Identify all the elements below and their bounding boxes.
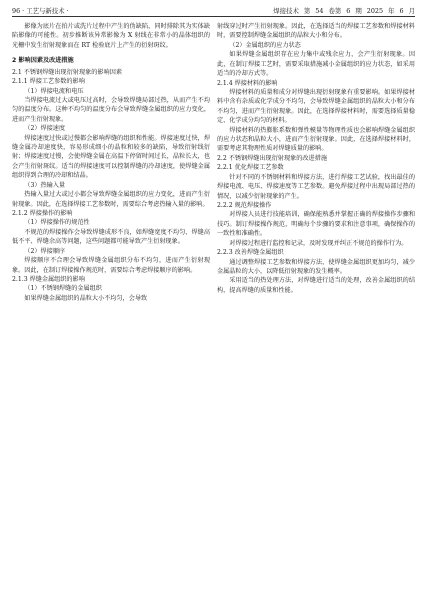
subsection-2-2-1-heading: 2.2.1 优化焊接工艺参数 [217, 164, 284, 172]
intro-paragraph: 影像为底片在拍片或洗片过程中产生的伪缺陷，同时排除其为实体缺陷影像的可能性。初步推断该异常影像为 X 射线在非常小的晶体组织的光栅中发生衍射现象而在 RT 检验底片上产生的衍射斑纹。 [12, 23, 210, 49]
running-header [12, 6, 415, 17]
materials-paragraph-2: 焊接材料的热膨胀系数和弹性模量等物理性质也会影响焊缝金属组织的应力状态和晶粒大小，进而产生衍射现象。因此，在选择焊接材料时，需要考虑其物理性质对焊缝质量的影响。 [217, 126, 415, 153]
subsection-2-2-heading: 2.2 不锈钢焊缝出现衍射现象的改进措施 [217, 154, 327, 162]
subsection-2-1-2-heading: 2.1.2 焊接操作的影响 [12, 210, 73, 218]
improve-structure-text-2: 采用适当的热处理方法，对焊缝进行适当的处理，改善金属组织的结构，提高焊缝的质量和性能。 [217, 277, 415, 294]
page-number-journal-section: 96 · 工艺与新技术 · [12, 7, 69, 15]
journal-issue-info: 焊接技术 第 54 卷第 6 期 2025 年 6 月 [273, 7, 415, 15]
subsection-2-1-heading: 2.1 不锈钢焊缝出现衍射现象的影响因素 [12, 68, 122, 76]
section-2-heading: 2 影响因素及改进措施 [12, 56, 74, 64]
item-stress-state-heading: （2）金属组织的应力状态 [229, 41, 301, 49]
item-operation-standard-text: 不规范的焊接操作会导致焊缝成形不良，如焊缝宽度不均匀、焊缝高低不平、焊缝余高等问题，这些问题都可能导致产生衍射现象。 [12, 228, 210, 246]
subsection-2-1-4-heading: 2.1.4 焊接材料的影响 [217, 79, 278, 87]
subsection-2-2-3-heading: 2.2.3 改善焊缝金属组织 [217, 249, 284, 257]
item-operation-standard-heading: （1）焊接操作的规范性 [24, 219, 90, 227]
standardize-operation-text-2: 对焊接过程进行监控和记录，及时发现并纠正不规范的操作行为。 [229, 239, 408, 247]
item-welding-speed-text: 焊接速度过快或过慢都会影响焊缝的组织和性能。焊接速度过快，焊缝金属冷却速度快，容易形成细小的晶粒和较多的缺陷，导致衍射线衍射；焊接速度过慢，会使焊缝金属在高温下停留时间过长，晶粒长大，也会产生衍射斑纹。适当的焊接速度可以控制焊缝的冷却速度，使焊缝金属组织得到合理的冷却和结晶。 [12, 134, 210, 180]
item-current-voltage-heading: （1）焊接电流和电压 [24, 87, 84, 95]
item-current-voltage-text: 当焊接电流过大或电压过高时，会导致焊缝局部过热，从而产生不均匀的温度分布。这种不均匀的温度分布会导致焊缝金属组织的应力变化，进而产生衍射现象。 [12, 96, 210, 123]
optimize-parameters-text: 针对不同的不锈钢材料和焊接方法，进行焊接工艺试验，找出最佳的焊接电流、电压、焊接速度等工艺参数。避免焊接过程中出现局部过热的情况，以减少衍射现象的产生。 [217, 173, 415, 200]
item-metal-structure-text: 如果焊缝金属组织的晶粒大小不均匀，会导致 [24, 294, 148, 302]
subsection-2-1-1-heading: 2.1.1 焊接工艺参数的影响 [12, 78, 85, 86]
item-stress-state-text: 如果焊缝金属组织存在应力集中或残余应力，会产生衍射现象。因此，在制订焊接工艺时，需要采取措施减小金属组织的应力状态，如采用适当的冷却方式等。 [217, 51, 415, 78]
left-column [12, 22, 210, 592]
materials-paragraph-1: 焊接材料的质量和成分对焊缝出现衍射现象有重要影响。如果焊接材料中含有杂质或化学成分不均匀，会导致焊缝金属组织的晶粒大小和分布不均匀，进而产生衍射现象。因此，在选择焊接材料时，需要选择质量稳定、化学成分均匀的材料。 [217, 88, 415, 125]
item-heat-input-text: 热输入量过大或过小都会导致焊缝金属组织的应力变化，进而产生衍射现象。因此，在选择焊接工艺参数时，需要综合考虑热输入量的影响。 [12, 191, 210, 208]
item-heat-input-heading: （3）热输入量 [24, 181, 66, 189]
subsection-2-1-3-heading: 2.1.3 焊缝金属组织的影响 [12, 275, 85, 283]
item-welding-sequence-text: 焊接顺序不合理会导致焊缝金属组织分布不均匀，进而产生衍射现象。因此，在制订焊接操作规范时，需要综合考虑焊接顺序的影响。 [12, 257, 210, 274]
item-metal-structure-heading: （1）不锈钢焊缝的金属组织 [24, 285, 102, 293]
subsection-2-2-2-heading: 2.2.2 规范焊接操作 [217, 202, 272, 210]
item-welding-speed-heading: （2）焊接速度 [24, 125, 66, 133]
improve-structure-text-1: 通过调整焊接工艺参数和焊接方法，使焊缝金属组织更加均匀，减少金属晶粒的大小，以降低衍射现象的发生概率。 [217, 258, 415, 275]
right-column [217, 22, 415, 592]
standardize-operation-text-1: 对焊接人员进行技能培训，确保能熟悉并掌握正确的焊接操作步骤和技巧。制订焊接操作规范，明确每个步骤的要求和注意事项，确保操作的一致性和准确性。 [217, 211, 415, 238]
continued-paragraph: 射线穿过时产生衍射现象。因此，在选择适当的焊接工艺参数和焊接材料时，需要控制焊缝金属组织的晶粒大小和分布。 [217, 23, 415, 40]
item-welding-sequence-heading: （2）焊接顺序 [24, 247, 66, 255]
